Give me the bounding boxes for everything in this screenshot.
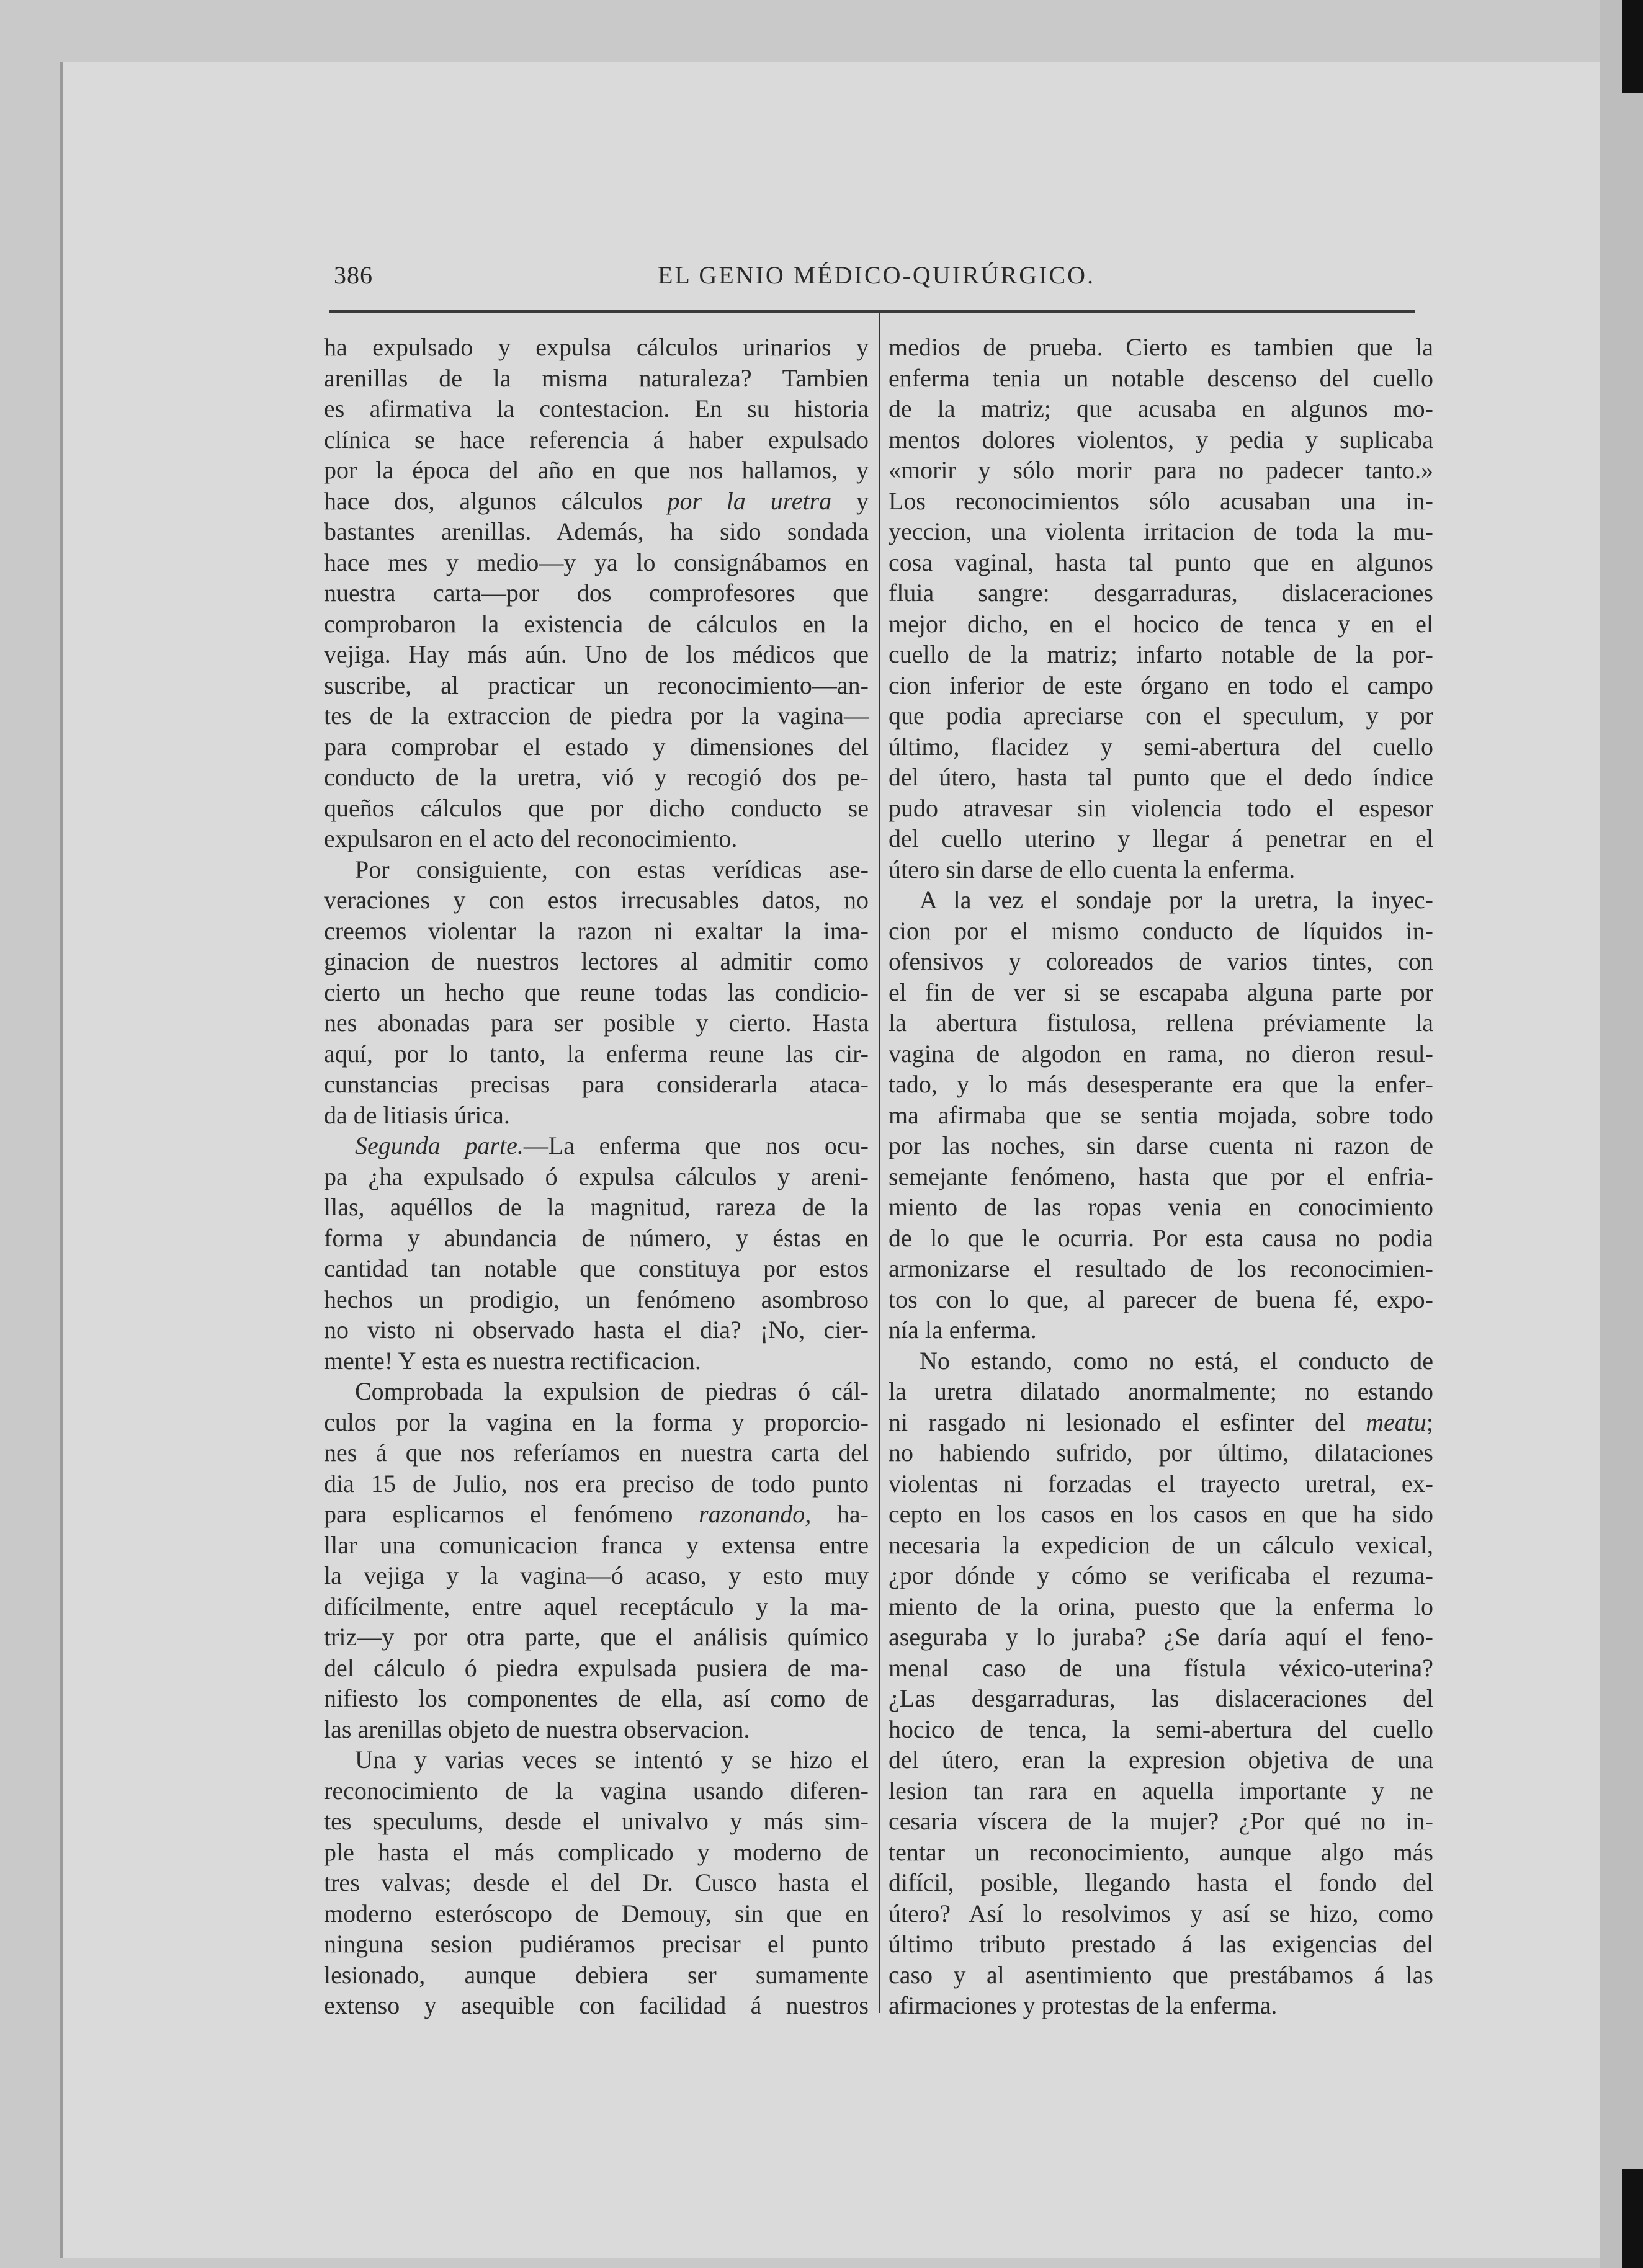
text-line: nuestra carta—por dos comprofesores que bbox=[324, 579, 869, 607]
text-line: mente! Y esta es nuestra rectificacion. bbox=[324, 1346, 701, 1375]
text-line: no visto ni observado hasta el dia? ¡No, cier- bbox=[324, 1316, 869, 1344]
text-line: Por consiguiente, con estas verídicas ase- bbox=[355, 855, 869, 883]
text-line: aseguraba y lo juraba? ¿Se daría aquí el feno- bbox=[889, 1623, 1433, 1651]
text-line: hechos un prodigio, un fenómeno asombroso bbox=[324, 1285, 869, 1313]
text-line: para esplicarnos el fenómeno razonando, ha- bbox=[324, 1500, 869, 1528]
text-line: tes de la extraccion de piedra por la vagina— bbox=[324, 702, 869, 730]
text-line: del cálculo ó piedra expulsada pusiera de ma- bbox=[324, 1653, 869, 1682]
text-line: tres valvas; desde el del Dr. Cusco hasta el bbox=[324, 1868, 869, 1896]
text-line: Comprobada la expulsion de piedras ó cál- bbox=[355, 1377, 869, 1405]
text-line: difícilmente, entre aquel receptáculo y la ma- bbox=[324, 1592, 869, 1620]
text-line: lesion tan rara en aquella importante y ne bbox=[889, 1776, 1433, 1805]
text-line: cosa vaginal, hasta tal punto que en algunos bbox=[889, 548, 1433, 576]
text-line: útero sin darse de ello cuenta la enferma. bbox=[889, 855, 1296, 883]
text-line: llas, aquéllos de la magnitud, rareza de la bbox=[324, 1193, 869, 1221]
left-column bbox=[324, 332, 869, 2021]
text-line: por las noches, sin darse cuenta ni razon de bbox=[889, 1132, 1433, 1159]
running-title: EL GENIO MÉDICO-QUIRÚRGICO. bbox=[658, 261, 1096, 289]
text-line: ha expulsado y expulsa cálculos urinarios y bbox=[324, 333, 869, 361]
text-line: fluia sangre: desgarraduras, dislaceraciones bbox=[889, 579, 1433, 607]
text-line: cuello de la matriz; infarto notable de la por- bbox=[889, 640, 1433, 668]
text-line: nes á que nos referíamos en nuestra carta del bbox=[324, 1439, 869, 1467]
text-line: vejiga. Hay más aún. Uno de los médicos que bbox=[324, 640, 869, 668]
page-number: 386 bbox=[334, 261, 373, 289]
text-line: conducto de la uretra, vió y recogió dos pe- bbox=[324, 763, 869, 791]
text-line: hace mes y medio—y ya lo consignábamos en bbox=[324, 548, 869, 576]
text-line: No estando, como no está, el conducto de bbox=[920, 1346, 1433, 1375]
text-line: armonizarse el resultado de los reconocimien- bbox=[889, 1254, 1433, 1282]
text-line: extenso y asequible con facilidad á nuestros bbox=[324, 1991, 869, 2019]
text-line: Los reconocimientos sólo acusaban una in- bbox=[889, 486, 1433, 515]
column-divider bbox=[879, 313, 880, 2013]
right-column bbox=[889, 332, 1433, 2021]
text-line: enferma tenia un notable descenso del cuello bbox=[889, 364, 1433, 392]
text-line: tado, y lo más desesperante era que la enfer- bbox=[889, 1070, 1433, 1098]
text-line: Una y varias veces se intentó y se hizo el bbox=[355, 1746, 869, 1774]
text-line: la uretra dilatado anormalmente; no estando bbox=[889, 1377, 1433, 1405]
text-line: cion por el mismo conducto de líquidos in- bbox=[889, 916, 1433, 945]
text-line: hace dos, algunos cálculos por la uretra y bbox=[324, 486, 869, 515]
text-line: tes speculums, desde el univalvo y más sim- bbox=[324, 1807, 869, 1835]
text-line: afirmaciones y protestas de la enferma. bbox=[889, 1991, 1278, 2019]
text-line: llar una comunicacion franca y extensa entre bbox=[324, 1530, 869, 1559]
text-line: necesaria la expedicion de un cálculo vexical, bbox=[889, 1530, 1433, 1559]
page-edge bbox=[1600, 0, 1643, 2268]
text-line: nes abonadas para ser posible y cierto. Hasta bbox=[324, 1009, 869, 1037]
text-line: la vejiga y la vagina—ó acaso, y esto muy bbox=[324, 1561, 869, 1589]
text-line: veraciones y con estos irrecusables datos, no bbox=[324, 886, 869, 914]
text-line: suscribe, al practicar un reconocimiento—an- bbox=[324, 671, 869, 699]
text-line: ¿por dónde y cómo se verificaba el rezuma- bbox=[889, 1561, 1433, 1589]
text-line: nifiesto los componentes de ella, así como de bbox=[324, 1684, 869, 1712]
text-line: no habiendo sufrido, por último, dilataciones bbox=[889, 1439, 1433, 1467]
text-line: para comprobar el estado y dimensiones del bbox=[324, 732, 869, 761]
text-line: de la matriz; que acusaba en algunos mo- bbox=[889, 395, 1433, 422]
text-line: cantidad tan notable que constituya por estos bbox=[324, 1254, 869, 1282]
text-line: hocico de tenca, la semi-abertura del cuello bbox=[889, 1715, 1433, 1743]
text-line: caso y al asentimiento que prestábamos á las bbox=[889, 1960, 1433, 1989]
text-line: queños cálculos que por dicho conducto se bbox=[324, 793, 869, 822]
text-line: A la vez el sondaje por la uretra, la inyec- bbox=[920, 886, 1433, 914]
text-line: pa ¿ha expulsado ó expulsa cálculos y areni- bbox=[324, 1162, 869, 1190]
italic-text: por la uretra bbox=[667, 486, 832, 515]
italic-text: razonando, bbox=[699, 1500, 812, 1528]
text-line: culos por la vagina en la forma y proporcio- bbox=[324, 1408, 869, 1436]
text-line: ¿Las desgarraduras, las dislaceraciones del bbox=[889, 1684, 1433, 1712]
text-line: comprobaron la existencia de cálculos en la bbox=[324, 609, 869, 638]
header-rule bbox=[329, 310, 1415, 313]
text-line: bastantes arenillas. Además, ha sido sondada bbox=[324, 517, 869, 545]
text-line: da de litiasis úrica. bbox=[324, 1101, 510, 1129]
text-line: semejante fenómeno, hasta que por el enfria- bbox=[889, 1162, 1433, 1190]
binding-mark-top bbox=[1622, 0, 1643, 93]
text-line: tentar un reconocimiento, aunque algo más bbox=[889, 1837, 1433, 1866]
text-line: del útero, hasta tal punto que el dedo índice bbox=[889, 763, 1433, 791]
text-line: cepto en los casos en los casos en que ha sido bbox=[889, 1500, 1433, 1528]
text-line: las arenillas objeto de nuestra observacion. bbox=[324, 1715, 750, 1743]
text-line: forma y abundancia de número, y éstas en bbox=[324, 1223, 869, 1252]
binding-mark-bottom bbox=[1622, 2169, 1643, 2268]
text-line: yeccion, una violenta irritacion de toda la mu- bbox=[889, 517, 1433, 545]
text-line: útero? Así lo resolvimos y así se hizo, como bbox=[889, 1899, 1433, 1927]
text-line: miento de las ropas venia en conocimiento bbox=[889, 1193, 1433, 1221]
text-line: último tributo prestado á las exigencias del bbox=[889, 1930, 1433, 1958]
text-line: vagina de algodon en rama, no dieron resul- bbox=[889, 1039, 1433, 1068]
text-line: dia 15 de Julio, nos era preciso de todo punto bbox=[324, 1469, 869, 1498]
text-line: ginacion de nuestros lectores al admitir como bbox=[324, 947, 869, 975]
text-line: miento de la orina, puesto que la enferma lo bbox=[889, 1592, 1433, 1620]
text-line: tos con lo que, al parecer de buena fé, expo- bbox=[889, 1285, 1433, 1313]
text-line: último, flacidez y semi-abertura del cuello bbox=[889, 732, 1433, 761]
text-line: mentos dolores violentos, y pedia y suplicaba bbox=[889, 425, 1433, 453]
text-line: violentas ni forzadas el trayecto uretral, ex- bbox=[889, 1469, 1433, 1498]
text-line: aquí, por lo tanto, la enferma reune las cir- bbox=[324, 1039, 869, 1068]
italic-text: Segunda parte. bbox=[355, 1132, 524, 1159]
text-line: por la época del año en que nos hallamos, y bbox=[324, 456, 869, 484]
text-line: que podia apreciarse con el speculum, y por bbox=[889, 702, 1433, 730]
text-line: cesaria víscera de la mujer? ¿Por qué no in- bbox=[889, 1807, 1433, 1835]
text-line: «morir y sólo morir para no padecer tanto.» bbox=[889, 456, 1433, 484]
text-line: moderno esteróscopo de Demouy, sin que en bbox=[324, 1899, 869, 1927]
text-line: cunstancias precisas para considerarla ataca- bbox=[324, 1070, 869, 1098]
text-line: triz—y por otra parte, que el análisis químico bbox=[324, 1623, 869, 1651]
text-line: arenillas de la misma naturaleza? Tambien bbox=[324, 364, 869, 392]
text-line: del cuello uterino y llegar á penetrar en el bbox=[889, 824, 1433, 852]
text-line: creemos violentar la razon ni exaltar la ima- bbox=[324, 916, 869, 945]
text-line: ma afirmaba que se sentia mojada, sobre todo bbox=[889, 1101, 1433, 1129]
text-line: la abertura fistulosa, rellena préviamente la bbox=[889, 1009, 1433, 1037]
text-line: es afirmativa la contestacion. En su historia bbox=[324, 395, 869, 422]
italic-text: meatu bbox=[1366, 1408, 1426, 1436]
text-line: expulsaron en el acto del reconocimiento. bbox=[324, 824, 738, 852]
text-line: medios de prueba. Cierto es tambien que la bbox=[889, 333, 1433, 361]
text-line: ninguna sesion pudiéramos precisar el punto bbox=[324, 1930, 869, 1958]
text-line: cion inferior de este órgano en todo el campo bbox=[889, 671, 1433, 699]
text-line: mejor dicho, en el hocico de tenca y en el bbox=[889, 609, 1433, 638]
text-line: reconocimiento de la vagina usando diferen- bbox=[324, 1776, 869, 1805]
text-line: menal caso de una fístula véxico-uterina? bbox=[889, 1653, 1433, 1682]
text-line: cierto un hecho que reune todas las condicio- bbox=[324, 978, 869, 1006]
text-line: nía la enferma. bbox=[889, 1316, 1037, 1344]
text-line: de lo que le ocurria. Por esta causa no podia bbox=[889, 1223, 1433, 1252]
text-line: Segunda parte.—La enferma que nos ocu- bbox=[355, 1132, 869, 1159]
text-line: clínica se hace referencia á haber expulsado bbox=[324, 425, 869, 453]
text-line: ofensivos y coloreados de varios tintes, con bbox=[889, 947, 1433, 975]
text-line: ple hasta el más complicado y moderno de bbox=[324, 1837, 869, 1866]
text-line: ni rasgado ni lesionado el esfinter del meatu; bbox=[889, 1408, 1433, 1436]
text-line: difícil, posible, llegando hasta el fondo del bbox=[889, 1868, 1433, 1896]
text-line: pudo atravesar sin violencia todo el espesor bbox=[889, 793, 1433, 822]
text-line: lesionado, aunque debiera ser sumamente bbox=[324, 1960, 869, 1989]
text-line: el fin de ver si se escapaba alguna parte por bbox=[889, 978, 1433, 1006]
text-line: del útero, eran la expresion objetiva de una bbox=[889, 1746, 1433, 1774]
